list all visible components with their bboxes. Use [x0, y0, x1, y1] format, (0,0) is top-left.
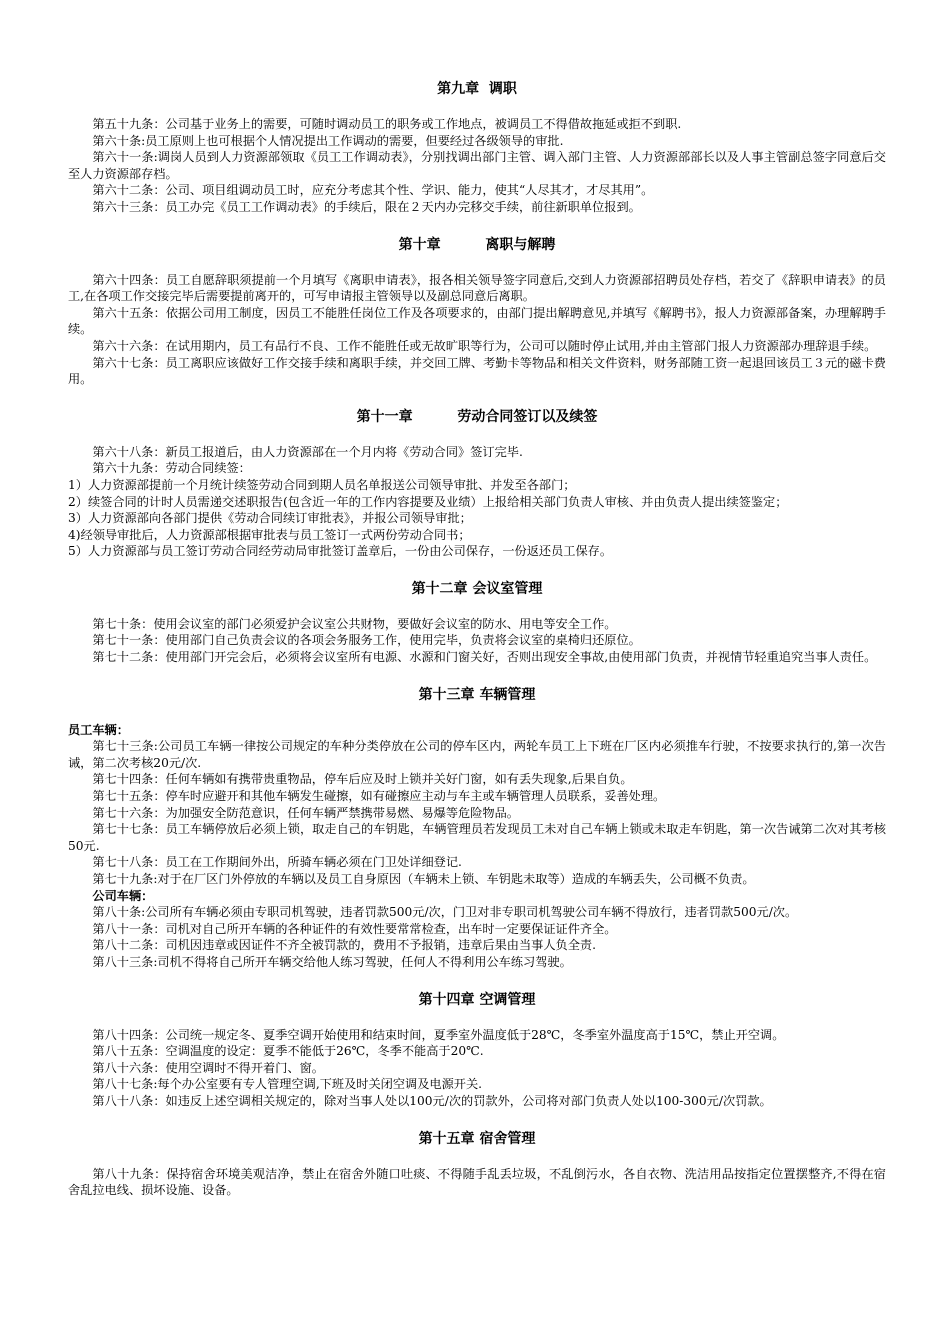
article: 第八十六条：使用空调时不得开着门、窗。	[92, 1060, 324, 1075]
article: 第七十条：使用会议室的部门必须爱护会议室公共财物，要做好会议室的防水、用电等安全工作。	[92, 616, 617, 631]
chapter-number: 第十五章	[418, 1130, 475, 1147]
article: 第六十一条:调岗人员到人力资源部领取《员工工作调动表》，分别找调出部门主管、调入部门主管、人力资源部部长以及人事主管副总签字同意后交至人力资源部存档。	[68, 150, 886, 181]
chapter-name: 宿舍管理	[479, 1130, 536, 1147]
article: 第八十八条：如违反上述空调相关规定的，除对当事人处以100元/次的罚款外，公司将对部门负责人处以100-300元/次罚款。	[92, 1093, 772, 1108]
chapter-title	[68, 578, 886, 600]
article: 第六十四条：员工自愿辞职须提前一个月填写《离职申请表》，报各相关领导签字同意后,交到人力资源部招聘员处存档，若交了《辞职申请表》的员工,在各项工作交接完毕后需要提前离开的，可写申请报主管领导以及副总同意后离职。	[68, 272, 886, 304]
article: 第七十四条：任何车辆如有携带贵重物品，停车后应及时上锁并关好门窗，如有丢失现象,后果自负。	[92, 772, 633, 787]
article: 第六十条:员工原则上也可根据个人情况提出工作调动的需要，但要经过各级领导的审批.	[92, 133, 564, 148]
article: 第七十一条：使用部门自己负责会议的各项会务服务工作，使用完毕，负责将会议室的桌椅归还原位。	[92, 633, 641, 648]
subsection-title: 员工车辆：	[68, 722, 129, 737]
chapter-name: 调职	[488, 81, 517, 97]
article: 第八十二条：司机因违章或因证件不齐全被罚款的，费用不予报销，违章后果由当事人负全责.	[92, 938, 596, 953]
chapter-title	[68, 1128, 886, 1150]
article: 第六十七条：员工离职应该做好工作交接手续和离职手续，并交回工牌、考勤卡等物品和相关文件资料，财务部随工资一起退回该员工３元的磁卡费用。	[68, 355, 886, 387]
chapter-number: 第十一章	[356, 408, 413, 425]
article: 第五十九条：公司基于业务上的需要，可随时调动员工的职务或工作地点，被调员工不得借故拖延或拒不到职.	[92, 117, 682, 131]
article: 第八十四条：公司统一规定冬、夏季空调开始使用和结束时间，夏季室外温度低于28℃，冬季室外温度高于15℃，禁止开空调。	[92, 1027, 785, 1042]
document-page	[68, 78, 886, 1217]
article: 第八十五条：空调温度的设定：夏季不能低于26℃，冬季不能高于20℃.	[92, 1044, 484, 1059]
subsection-title: 公司车辆：	[92, 888, 154, 903]
chapter-name: 劳动合同签订以及续签	[457, 408, 598, 425]
chapter-number: 第十三章	[418, 686, 475, 703]
article: 第六十九条：劳动合同续签：	[92, 461, 251, 476]
article: 第七十六条：为加强安全防范意识，任何车辆严禁携带易燃、易爆等危险物品。	[92, 805, 519, 820]
chapter-name: 车辆管理	[479, 686, 536, 703]
chapter-number: 第十四章	[418, 991, 475, 1008]
list-item: 2）续签合同的计时人员需递交述职报告(包含近一年的工作内容提要及业绩）上报给相关部门负责人审核、并由负责人提出续签鉴定；	[68, 494, 788, 509]
list-item: 3）人力资源部向各部门提供《劳动合同续订审批表》，并报公司领导审批；	[68, 511, 472, 526]
chapter-title	[68, 78, 886, 100]
chapter-15	[68, 1128, 886, 1199]
article: 第六十二条：公司、项目组调动员工时，应充分考虑其个性、学识、能力，使其“人尽其才，才尽其用”。	[92, 183, 654, 198]
chapter-name: 空调管理	[479, 991, 536, 1008]
chapter-name: 离职与解聘	[485, 236, 556, 253]
list-item: 4)经领导审批后，人力资源部根据审批表与员工签订一式两份劳动合同书；	[68, 527, 471, 542]
article: 第八十一条：司机对自己所开车辆的各种证件的有效性要常常检查，出车时一定要保证证件齐全。	[92, 921, 617, 936]
chapter-title	[68, 234, 886, 256]
chapter-13	[68, 684, 886, 971]
article: 第六十五条：依据公司用工制度，因员工不能胜任岗位工作及各项要求的，由部门提出解聘意见,并填写《解聘书》，报人力资源部备案，办理解聘手续。	[68, 305, 886, 337]
article: 第八十三条:司机不得将自己所开车辆交给他人练习驾驶，任何人不得利用公车练习驾驶。	[92, 954, 572, 969]
chapter-12	[68, 578, 886, 666]
article: 第七十二条：使用部门开完会后，必须将会议室所有电源、水源和门窗关好，否则出现安全事故,由使用部门负责，并视情节轻重追究当事人责任。	[92, 650, 877, 665]
article: 第七十五条：停车时应避开和其他车辆发生碰擦，如有碰擦应主动与车主或车辆管理人员联系，妥善处理。	[92, 789, 666, 804]
article: 第七十七条：员工车辆停放后必须上锁，取走自己的车钥匙，车辆管理员若发现员工未对自己车辆上锁或未取走车钥匙，第一次告诫第二次对其考核50元.	[68, 822, 886, 853]
chapter-number: 第十章	[398, 236, 441, 253]
article: 第八十条:公司所有车辆必须由专职司机驾驶，违者罚款500元/次，门卫对非专职司机驾驶公司车辆不得放行，违者罚款500元/次。	[92, 905, 798, 920]
chapter-number: 第十二章	[411, 580, 468, 597]
chapter-number: 第九章	[437, 81, 480, 97]
article: 第七十八条：员工在工作期间外出，所骑车辆必须在门卫处详细登记.	[92, 855, 462, 870]
list-item: 5）人力资源部与员工签订劳动合同经劳动局审批签订盖章后，一份由公司保存，一份返还员工保存。	[68, 544, 613, 559]
chapter-9	[68, 78, 886, 216]
chapter-title	[68, 684, 886, 706]
list-item: 1）人力资源部提前一个月统计续签劳动合同到期人员名单报送公司领导审批、并发至各部门；	[68, 477, 576, 492]
article: 第八十九条：保持宿舍环境美观洁净，禁止在宿舍外随口吐痰、不得随手乱丢垃圾，不乱倒污水，各自衣物、洗洁用品按指定位置摆整齐,不得在宿舍乱拉电线、损坏设施、设备。	[68, 1166, 886, 1198]
chapter-14	[68, 989, 886, 1110]
chapter-10	[68, 234, 886, 388]
chapter-title	[68, 989, 886, 1011]
chapter-name: 会议室管理	[472, 580, 543, 597]
article: 第七十九条:对于在厂区门外停放的车辆以及员工自身原因（车辆未上锁、车钥匙未取等）造成的车辆丢失，公司概不负责。	[92, 872, 755, 886]
article: 第六十三条：员工办完《员工工作调动表》的手续后，限在２天内办完移交手续，前往新职单位报到。	[92, 199, 641, 214]
article: 第七十三条:公司员工车辆一律按公司规定的车种分类停放在公司的停车区内，两轮车员工上下班在厂区内必须推车行驶，不按要求执行的,第一次告诫，第二次考核20元/次.	[68, 739, 886, 770]
chapter-title	[68, 406, 886, 428]
article: 第六十八条：新员工报道后，由人力资源部在一个月内将《劳动合同》签订完毕.	[92, 444, 523, 459]
article: 第六十六条：在试用期内，员工有品行不良、工作不能胜任或无故旷职等行为，公司可以随时停止试用,并由主管部门报人力资源部办理辞退手续。	[92, 338, 877, 353]
article: 第八十七条:每个办公室要有专人管理空调,下班及时关闭空调及电源开关.	[92, 1077, 483, 1092]
chapter-11	[68, 406, 886, 560]
